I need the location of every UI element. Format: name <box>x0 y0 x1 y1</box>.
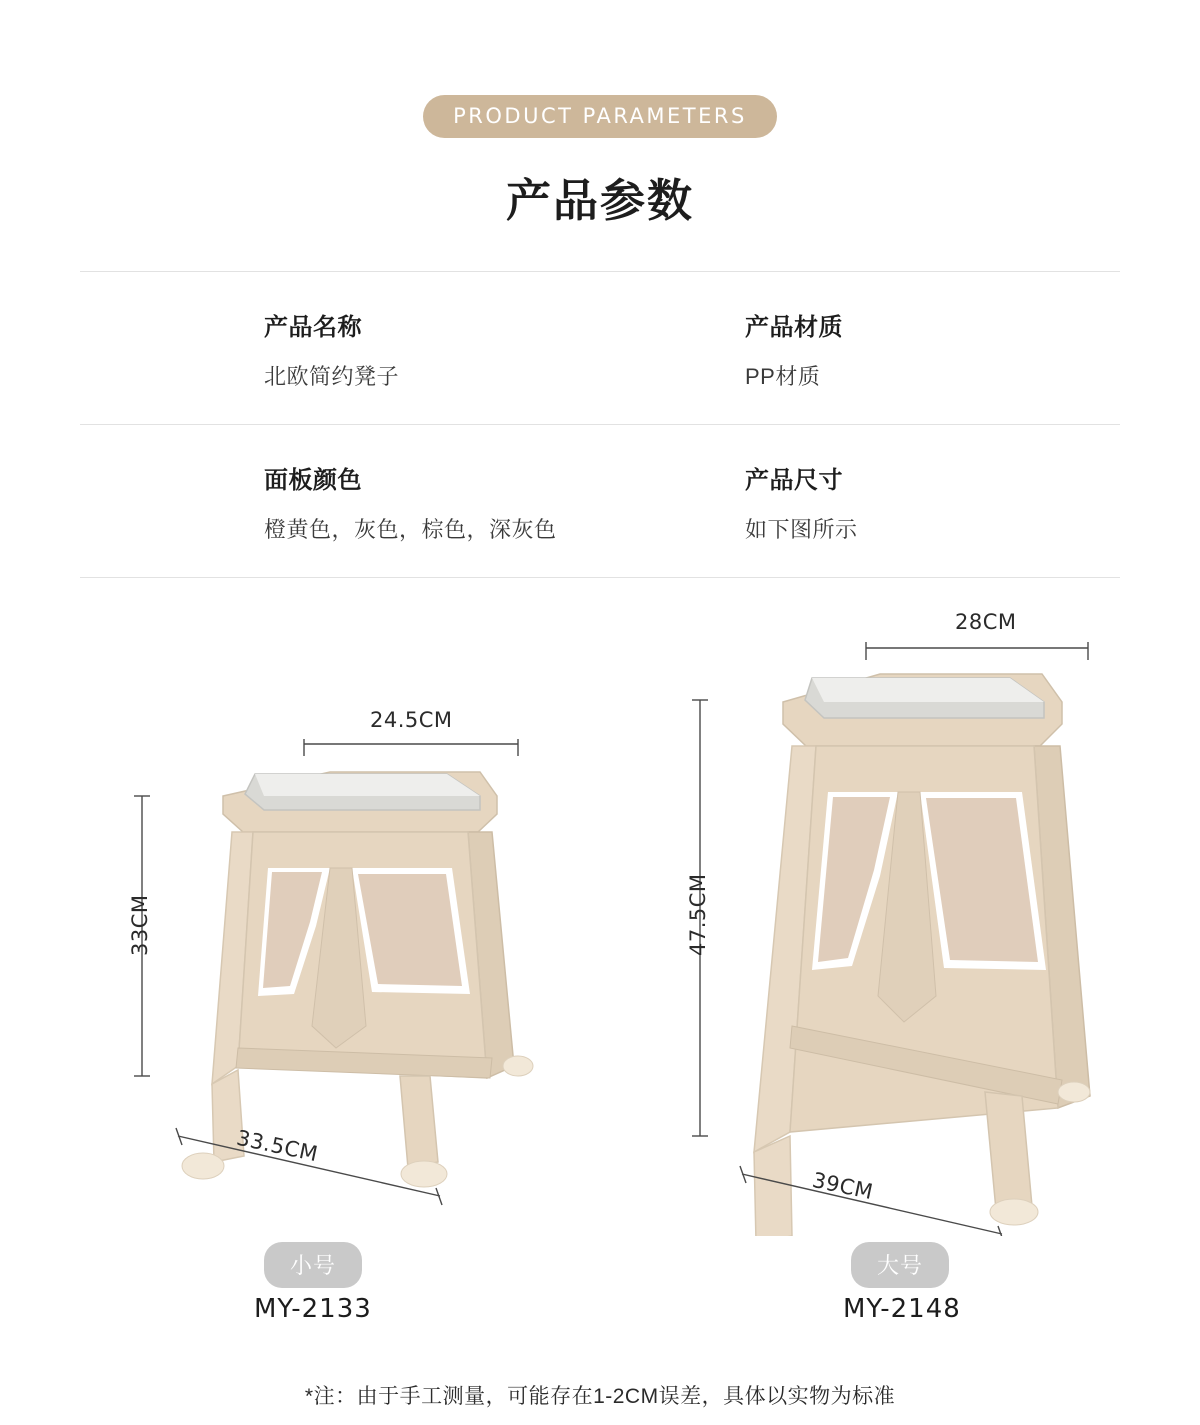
spec-value: 北欧简约凳子 <box>264 364 400 389</box>
spec-value: PP材质 <box>745 364 821 389</box>
small-base-width-label: 33.5CM <box>234 1125 321 1167</box>
spec-label: 产品尺寸 <box>745 467 843 494</box>
page-title: 产品参数 <box>505 175 694 226</box>
spec-label: 产品名称 <box>264 314 362 341</box>
spec-cell-panel-color <box>80 460 600 544</box>
product-spec-table <box>80 271 1120 578</box>
spec-label: 产品材质 <box>745 314 843 341</box>
spec-cell-material <box>600 307 1120 391</box>
spec-row <box>80 425 1120 578</box>
large-height-label: 47.5CM <box>686 873 710 956</box>
dimension-diagram <box>0 596 1200 1236</box>
spec-label: 面板颜色 <box>264 467 362 494</box>
eyebrow-badge: PRODUCT PARAMETERS <box>423 95 777 138</box>
large-base-width-label: 39CM <box>810 1167 876 1205</box>
small-height-label: 33CM <box>128 894 152 956</box>
large-stool-figure <box>754 674 1090 1236</box>
spec-value: 橙黄色，灰色，棕色，深灰色 <box>264 517 557 542</box>
small-top-width-label: 24.5CM <box>370 708 453 732</box>
model-code-large: MY-2148 <box>843 1294 961 1324</box>
size-badge-large: 大号 <box>851 1242 949 1288</box>
spec-row <box>80 272 1120 425</box>
stools-illustration <box>0 596 1200 1236</box>
small-stool-figure <box>182 772 533 1187</box>
model-labels-row <box>0 1236 1200 1356</box>
spec-cell-dimensions <box>600 460 1120 544</box>
model-code-small: MY-2133 <box>254 1294 372 1324</box>
size-badge-small: 小号 <box>264 1242 362 1288</box>
spec-value: 如下图所示 <box>745 517 858 542</box>
measurement-footnote: *注：由于手工测量，可能存在1-2CM误差，具体以实物为标准 <box>304 1385 896 1408</box>
spec-cell-product-name <box>80 307 600 391</box>
large-top-width-label: 28CM <box>955 610 1017 634</box>
page-header <box>0 0 1200 229</box>
